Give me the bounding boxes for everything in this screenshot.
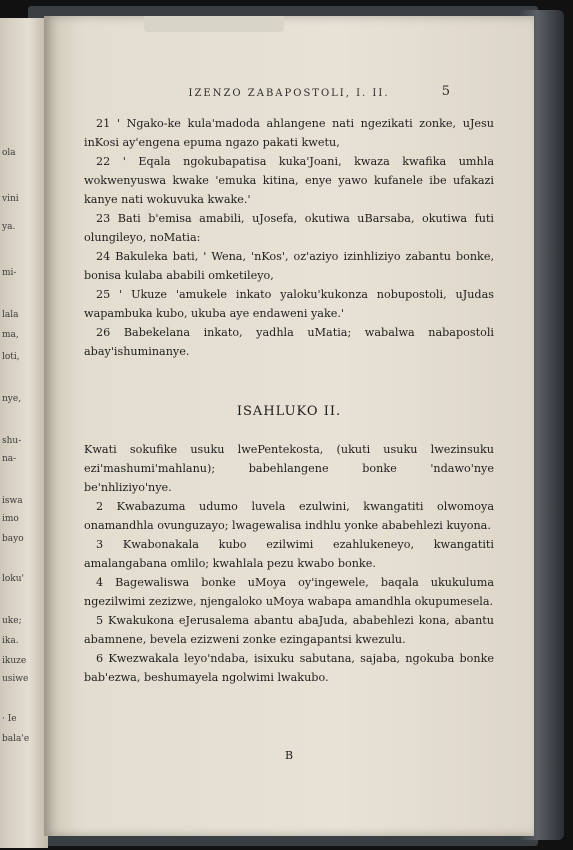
prev-fragment: bayo <box>2 534 24 544</box>
verse: 25 ' Ukuze 'amukele inkato yaloku'kukonza nobupostoli, uJudas wapambuka kubo, ukuba aye endaweni yake.' <box>84 288 494 320</box>
verse: 23 Bati b'emisa amabili, uJosefa, okutiwa uBarsaba, okutiwa futi olungileyo, noMatia: <box>84 212 494 244</box>
prev-fragment: ola <box>2 148 16 158</box>
prev-fragment: vini <box>2 194 19 204</box>
verse: 24 Bakuleka bati, ' Wena, 'nKos', oz'aziyo izinhliziyo zabantu bonke, bonisa kulaba ababili omketileyo, <box>84 250 494 282</box>
verse: 6 Kwezwakala leyo'ndaba, isixuku sabutana, sajaba, ngokuba bonke bab'ezwa, beshumayela ngolwimi lwakubo. <box>84 652 494 684</box>
prev-fragment: loti, <box>2 352 20 362</box>
verses-chapter-1 <box>84 114 494 361</box>
signature-mark: B <box>284 749 294 762</box>
verse: 3 Kwabonakala kubo ezilwimi ezahlukeneyo, kwangatiti amalangabana omlilo; kwahlala pezu kwabo bonke. <box>84 538 494 570</box>
bookmark-tab <box>144 16 284 32</box>
prev-fragment: shu- <box>2 436 22 446</box>
prev-fragment: mi- <box>2 268 17 278</box>
verse: 2 Kwabazuma udumo luvela ezulwini, kwangatiti olwomoya onamandhla ovunguzayo; lwagewalisa indhlu yonke ababehlezi kuyona. <box>84 500 494 532</box>
previous-page-edge <box>0 18 48 848</box>
prev-fragment: uke; <box>2 616 22 626</box>
verse: 26 Babekelana inkato, yadhla uMatia; wabalwa nabapostoli abay'ishuminanye. <box>84 326 494 358</box>
verse: 22 ' Eqala ngokubapatisa kuka'Joani, kwaza kwafika umhla wokwenyuswa kwake 'emuka kitina, enye yawo kufanele ibe ufakazi kanye nati wokuvuka kwake.' <box>84 155 494 206</box>
prev-fragment: lala <box>2 310 19 320</box>
book-page <box>44 16 534 836</box>
verse: 5 Kwakukona eJerusalema abantu abaJuda, ababehlezi kona, abantu abamnene, bevela ezizweni zonke ezingapantsi kwezulu. <box>84 614 494 646</box>
verses-chapter-2 <box>84 440 494 687</box>
prev-fragment: loku' <box>2 574 25 584</box>
chapter-title: ISAHLUKO II. <box>236 404 342 419</box>
running-header: IZENZO ZABAPOSTOLI, I. II. <box>188 88 390 99</box>
prev-fragment: nye, <box>2 394 22 404</box>
page-number: 5 <box>441 84 450 99</box>
verse: Kwati sokufike usuku lwePentekosta, (ukuti usuku lwezinsuku ezi'mashumi'mahlanu); babehlangene bonke 'ndawo'nye be'nhliziyo'nye. <box>84 443 494 494</box>
prev-fragment: ika. <box>2 636 19 646</box>
prev-fragment: ya. <box>2 222 16 232</box>
prev-fragment: usiwe <box>2 674 29 684</box>
verse: 4 Bagewaliswa bonke uMoya oy'ingewele, baqala ukukuluma ngezilwimi zezizwe, njengaloko uMoya wabapa amandhla okupumesela. <box>84 576 494 608</box>
verse: 21 ' Ngako-ke kula'madoda ahlangene nati ngezikati zonke, uJesu inKosi ay'engena epuma ngazo pakati kwetu, <box>84 117 494 149</box>
prev-fragment: bala'e <box>2 734 30 744</box>
prev-fragment: · Ie <box>2 714 17 724</box>
prev-fragment: ma, <box>2 330 19 340</box>
prev-fragment: imo <box>2 514 19 524</box>
prev-fragment: na- <box>2 454 17 464</box>
prev-fragment: iswa <box>2 496 23 506</box>
prev-fragment: ikuze <box>2 656 27 666</box>
